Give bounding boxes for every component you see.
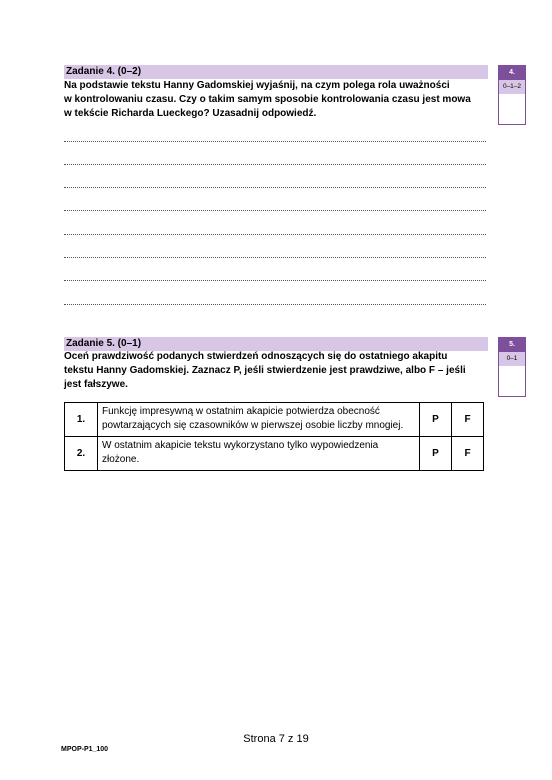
task-4-instruction-line: w tekście Richarda Lueckego? Uzasadnij odpowiedź.	[64, 108, 317, 119]
exam-code: MPOP-P1_100	[61, 746, 109, 753]
answer-line[interactable]	[64, 304, 486, 305]
task-5-header: Zadanie 5. (0–1)	[64, 337, 488, 351]
answer-line[interactable]	[64, 210, 486, 211]
answer-line[interactable]	[64, 257, 486, 258]
option-true[interactable]: P	[420, 403, 452, 437]
task-4-instruction-line: w kontrolowaniu czasu. Czy o takim samym sposobie kontrolowania czasu jest mowa	[64, 94, 471, 105]
option-true[interactable]: P	[420, 437, 452, 471]
option-false[interactable]: F	[452, 403, 484, 437]
task-4-instruction-line: Na podstawie tekstu Hanny Gadomskiej wyjaśnij, na czym polega rola uważności	[64, 80, 450, 91]
table-row	[65, 437, 484, 471]
answer-line[interactable]	[64, 234, 486, 235]
task-4-instruction	[64, 79, 494, 121]
statement-cell	[98, 403, 420, 437]
task-5-score-box	[498, 337, 526, 397]
task-5-instruction-line: Oceń prawdziwość podanych stwierdzeń odnoszących się do ostatniego akapitu	[64, 351, 448, 362]
task-5-instruction-line: jest fałszywe.	[64, 379, 128, 390]
answer-line[interactable]	[64, 141, 486, 142]
statement-line: powtarzających się czasowników w pierwszej osobie liczby mnogiej.	[102, 420, 404, 431]
statement-line: złożone.	[102, 454, 140, 465]
statement-line: W ostatnim akapicie tekstu wykorzystano tylko wypowiedzenia	[102, 440, 379, 451]
answer-line[interactable]	[64, 280, 486, 281]
task-5-instruction	[64, 350, 494, 392]
page-number: Strona 7 z 19	[243, 733, 309, 745]
task-4-score-points: 0–1–2	[499, 80, 525, 94]
true-false-table	[64, 402, 484, 471]
statement-line: Funkcję impresywną w ostatnim akapicie potwierdza obecność	[102, 406, 380, 417]
answer-line[interactable]	[64, 187, 486, 188]
task-4-header: Zadanie 4. (0–2)	[64, 65, 488, 79]
task-5-score-field[interactable]	[499, 366, 525, 396]
task-5-instruction-line: tekstu Hanny Gadomskiej. Zaznacz P, jeśli stwierdzenie jest prawdziwe, albo F – jeśli	[64, 365, 466, 376]
statement-cell	[98, 437, 420, 471]
task-4-score-field[interactable]	[499, 94, 525, 124]
task-4-score-number: 4.	[499, 66, 525, 80]
row-number: 2.	[65, 437, 98, 471]
table-row	[65, 403, 484, 437]
option-false[interactable]: F	[452, 437, 484, 471]
task-5-score-points: 0–1	[499, 352, 525, 366]
row-number: 1.	[65, 403, 98, 437]
answer-line[interactable]	[64, 164, 486, 165]
task-4-score-box	[498, 65, 526, 125]
task-5-score-number: 5.	[499, 338, 525, 352]
